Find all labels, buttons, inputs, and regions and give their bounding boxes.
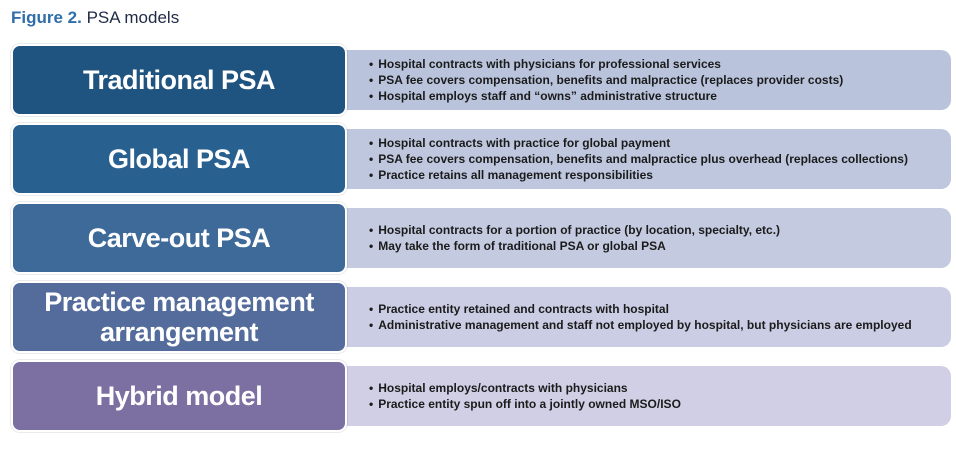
model-name: Carve-out PSA [87, 223, 271, 253]
model-description [331, 50, 951, 110]
figure-label: Figure 2. [11, 8, 82, 27]
bullet-item: • Hospital employs staff and “owns” administrative structure [369, 88, 951, 104]
model-name: Practice management arrangement [44, 287, 314, 347]
bullet-item: • May take the form of traditional PSA or global PSA [369, 238, 951, 254]
bullet-item: • PSA fee covers compensation, benefits and malpractice (replaces provider costs) [369, 72, 951, 88]
model-description [331, 208, 951, 268]
bullet-item: • Hospital contracts with practice for global payment [369, 135, 951, 151]
bullet-item: • Hospital employs/contracts with physicians [369, 380, 951, 396]
model-name: Traditional PSA [82, 65, 276, 95]
bullet-item: • Practice entity spun off into a jointly owned MSO/ISO [369, 396, 951, 412]
model-name-box [11, 281, 347, 353]
model-row-global-psa [11, 123, 951, 195]
bullet-item: • Hospital contracts with physicians for professional services [369, 56, 951, 72]
model-description [331, 129, 951, 189]
model-row-traditional-psa [11, 44, 951, 116]
figure-title [11, 8, 179, 28]
model-name: Global PSA [107, 144, 251, 174]
model-description [331, 366, 951, 426]
model-name-box [11, 44, 347, 116]
model-row-hybrid-model [11, 360, 951, 432]
figure-title-text: PSA models [86, 8, 180, 27]
model-description [331, 287, 951, 347]
bullet-item: • Practice retains all management responsibilities [369, 167, 951, 183]
model-name-box [11, 123, 347, 195]
bullet-item: • Hospital contracts for a portion of practice (by location, specialty, etc.) [369, 222, 951, 238]
bullet-item: • Practice entity retained and contracts with hospital [369, 301, 951, 317]
model-name: Hybrid model [95, 381, 263, 411]
bullet-item: • PSA fee covers compensation, benefits and malpractice plus overhead (replaces collections) [369, 151, 951, 167]
model-row-practice-management-arrangement [11, 281, 951, 353]
model-name-box [11, 360, 347, 432]
model-name-box [11, 202, 347, 274]
bullet-item: • Administrative management and staff not employed by hospital, but physicians are employed [369, 317, 951, 333]
model-row-carve-out-psa [11, 202, 951, 274]
